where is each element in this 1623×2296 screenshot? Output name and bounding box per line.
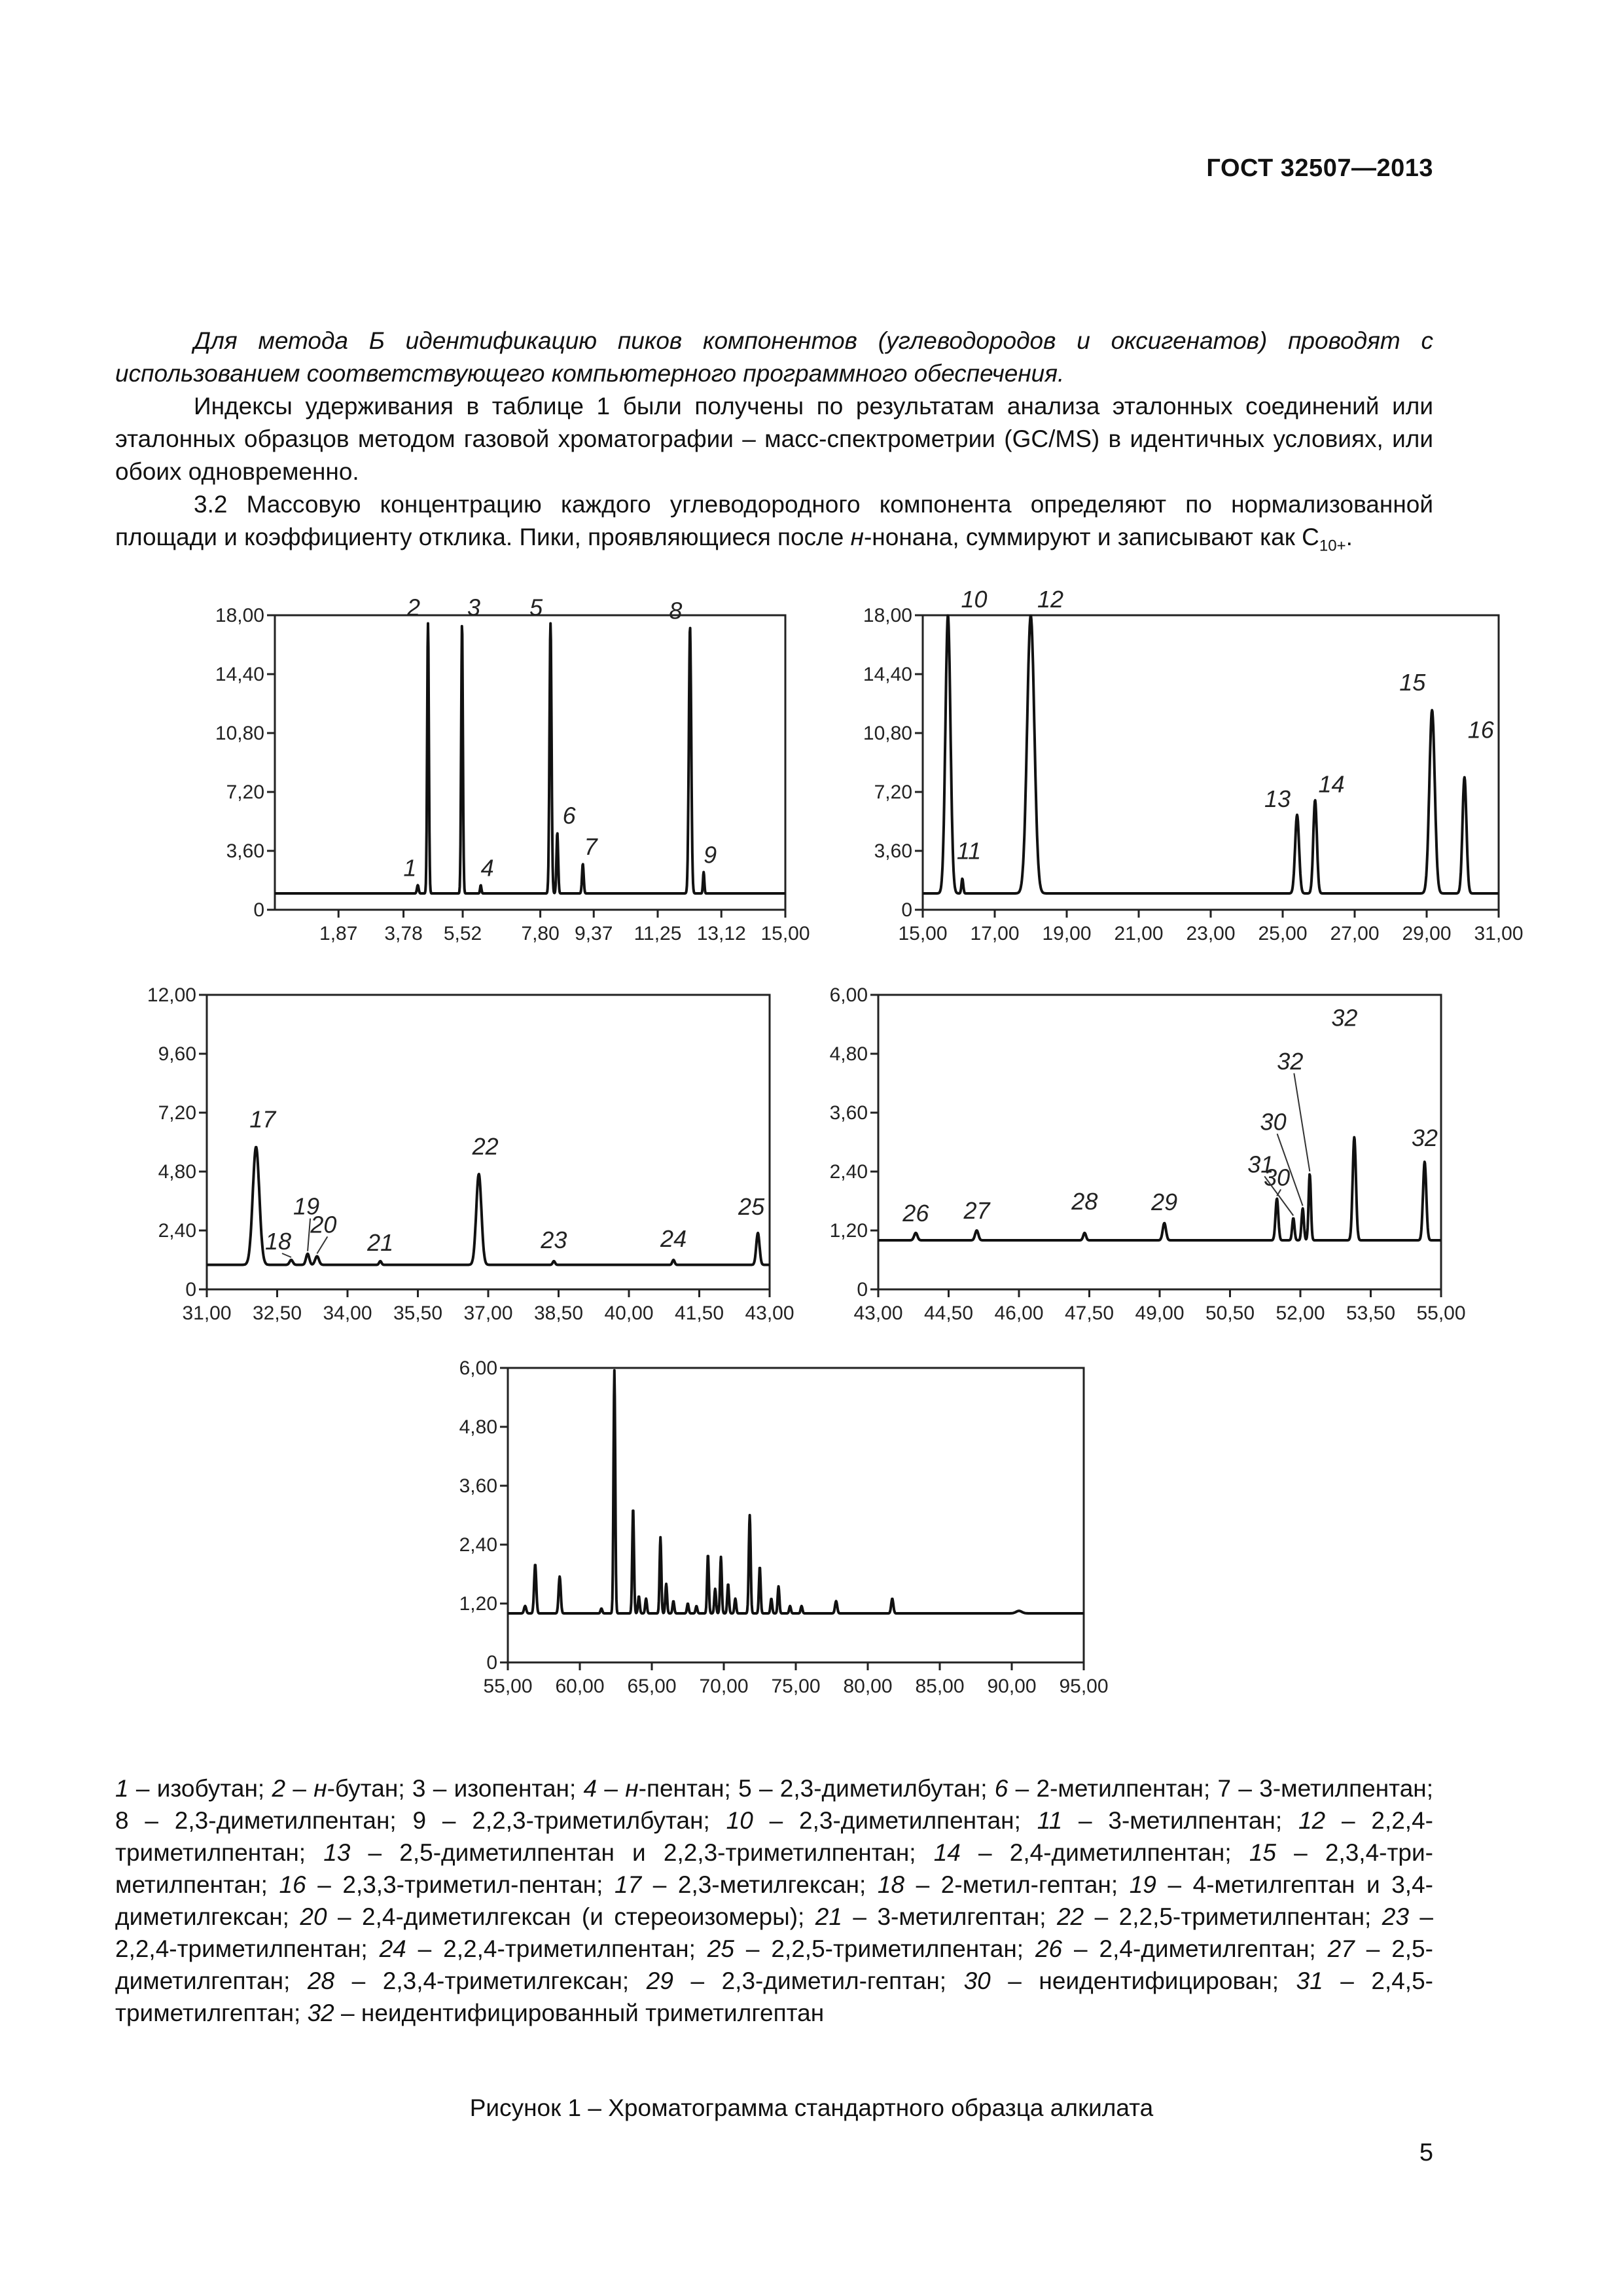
y-tick-label: 4,80 bbox=[829, 1043, 868, 1065]
legend-number: 14 bbox=[933, 1839, 961, 1866]
peak-label: 13 bbox=[1264, 785, 1291, 812]
x-tick-label: 11,25 bbox=[633, 923, 682, 944]
chart-svg bbox=[423, 1355, 1116, 1721]
peak-label: 2 bbox=[406, 594, 421, 621]
x-tick-label: 17,00 bbox=[970, 923, 1020, 944]
x-tick-label: 80,00 bbox=[843, 1676, 893, 1697]
legend-number: 27 bbox=[1327, 1935, 1355, 1962]
y-tick-label: 0 bbox=[857, 1279, 868, 1300]
x-tick-label: 55,00 bbox=[483, 1676, 533, 1697]
y-tick-label: 4,80 bbox=[459, 1416, 497, 1438]
x-tick-label: 35,50 bbox=[393, 1302, 443, 1324]
legend-text: – неидентифицированный триметилгептан bbox=[334, 2000, 825, 2026]
x-tick-label: 13,12 bbox=[696, 923, 746, 944]
x-tick-label: 53,50 bbox=[1346, 1302, 1396, 1324]
legend-text: – изобутан; bbox=[128, 1775, 272, 1802]
y-tick-label: 18,00 bbox=[215, 605, 264, 626]
y-tick-label: 6,00 bbox=[459, 1357, 497, 1379]
y-tick-label: 9,60 bbox=[158, 1043, 196, 1065]
legend-text: – 2,3,3-триметил-пентан; bbox=[306, 1871, 615, 1898]
chromatogram-panel-5 bbox=[423, 1355, 1116, 1721]
legend-number: 13 bbox=[323, 1839, 351, 1866]
legend-number: 16 bbox=[279, 1871, 306, 1898]
legend-number: 30 bbox=[963, 1967, 991, 1994]
x-tick-label: 19,00 bbox=[1042, 923, 1092, 944]
y-tick-label: 3,60 bbox=[874, 840, 912, 862]
x-tick-label: 23,00 bbox=[1186, 923, 1236, 944]
legend-number: 15 bbox=[1249, 1839, 1276, 1866]
x-tick-label: 95,00 bbox=[1059, 1676, 1109, 1697]
y-tick-label: 0 bbox=[901, 899, 912, 921]
y-tick-label: 10,80 bbox=[863, 723, 912, 744]
y-tick-label: 1,20 bbox=[459, 1593, 497, 1615]
x-tick-label: 75,00 bbox=[771, 1676, 821, 1697]
x-tick-label: 43,00 bbox=[853, 1302, 903, 1324]
peak-label: 3 bbox=[467, 594, 481, 621]
x-tick-label: 15,00 bbox=[898, 923, 948, 944]
x-tick-label: 70,00 bbox=[699, 1676, 749, 1697]
paragraph-3-2 bbox=[115, 488, 1433, 562]
legend-text: – 2,2,5-триметилпентан; bbox=[1084, 1903, 1382, 1930]
x-tick-label: 29,00 bbox=[1402, 923, 1452, 944]
x-tick-label: 27,00 bbox=[1330, 923, 1380, 944]
chart-svg bbox=[831, 586, 1524, 969]
legend-number: н bbox=[625, 1775, 639, 1802]
x-tick-label: 49,00 bbox=[1135, 1302, 1185, 1324]
peak-label: 23 bbox=[541, 1226, 567, 1253]
legend-number: 11 bbox=[1037, 1807, 1063, 1834]
legend-text: – 2,5-диметилпентан и 2,2,3-триметилпентан; bbox=[350, 1839, 934, 1866]
x-tick-label: 43,00 bbox=[745, 1302, 794, 1324]
p3-mid: -нонана, суммируют и записывают как C bbox=[863, 524, 1319, 550]
p3-italic: н bbox=[850, 524, 864, 550]
y-tick-label: 3,60 bbox=[459, 1475, 497, 1497]
y-tick-label: 0 bbox=[486, 1652, 497, 1674]
body-text bbox=[115, 325, 1433, 562]
legend-number: 1 bbox=[115, 1775, 129, 1802]
legend-text: – 2,2,5-триметилпентан; bbox=[734, 1935, 1035, 1962]
peak-label: 29 bbox=[1151, 1188, 1178, 1215]
legend-number: 18 bbox=[877, 1871, 905, 1898]
legend-text: – 2,3-метилгексан; bbox=[641, 1871, 878, 1898]
y-tick-label: 2,40 bbox=[459, 1534, 497, 1556]
y-tick-label: 7,20 bbox=[158, 1102, 196, 1124]
p3-pre: 3.2 Массовую концентрацию каждого углеводородного компонента определяют по нормализованной площади и коэффициенту отклика. Пики, проявляющиеся после bbox=[115, 491, 1433, 550]
x-tick-label: 31,00 bbox=[1474, 923, 1524, 944]
y-tick-label: 2,40 bbox=[158, 1220, 196, 1242]
x-tick-label: 55,00 bbox=[1416, 1302, 1466, 1324]
peak-label: 30 bbox=[1260, 1108, 1287, 1136]
p3-sub: 10+ bbox=[1319, 537, 1346, 555]
legend-number: 6 bbox=[994, 1775, 1008, 1802]
p3-post: . bbox=[1346, 524, 1353, 550]
legend-text: – 2,4-диметилгептан; bbox=[1062, 1935, 1328, 1962]
x-tick-label: 40,00 bbox=[604, 1302, 654, 1324]
x-tick-label: 85,00 bbox=[915, 1676, 965, 1697]
legend-text: -бутан; 3 – изопентан; bbox=[327, 1775, 584, 1802]
legend-text: – 2,3,4-триметилгексан; bbox=[334, 1967, 647, 1994]
plot-frame bbox=[923, 615, 1499, 910]
x-tick-label: 15,00 bbox=[760, 923, 810, 944]
y-tick-label: 3,60 bbox=[829, 1102, 868, 1124]
legend-number: 17 bbox=[614, 1871, 642, 1898]
legend-text: – 4-метилгептан и 3,4-диметилгексан; bbox=[115, 1871, 1433, 1930]
chromatogram-trace bbox=[508, 1371, 1084, 1613]
legend-text: -пентан; 5 – 2,3-диметилбутан; bbox=[638, 1775, 995, 1802]
x-tick-label: 90,00 bbox=[987, 1676, 1037, 1697]
x-tick-label: 44,50 bbox=[923, 1302, 974, 1324]
peak-label: 12 bbox=[1037, 586, 1064, 613]
peak-label: 5 bbox=[529, 594, 543, 621]
x-tick-label: 1,87 bbox=[319, 923, 358, 944]
x-tick-label: 9,37 bbox=[575, 923, 613, 944]
peak-label: 31 bbox=[1247, 1151, 1274, 1178]
peak-label: 6 bbox=[562, 802, 576, 829]
peak-label: 18 bbox=[264, 1228, 292, 1255]
x-tick-label: 5,52 bbox=[443, 923, 482, 944]
plot-frame bbox=[508, 1368, 1084, 1662]
legend-text: – неидентифицирован; bbox=[990, 1967, 1296, 1994]
peak-label: 16 bbox=[1467, 716, 1494, 744]
legend-number: 2 bbox=[272, 1775, 286, 1802]
peak-label: 25 bbox=[738, 1193, 765, 1220]
x-tick-label: 47,50 bbox=[1064, 1302, 1115, 1324]
peak-leader-line bbox=[317, 1236, 327, 1253]
peak-label: 11 bbox=[956, 837, 982, 865]
y-tick-label: 7,20 bbox=[874, 781, 912, 803]
y-tick-label: 4,80 bbox=[158, 1161, 196, 1183]
legend-text: – 2,4-диметилгексан (и стереоизомеры); bbox=[327, 1903, 815, 1930]
y-tick-label: 3,60 bbox=[226, 840, 264, 862]
legend-number: 26 bbox=[1035, 1935, 1063, 1962]
legend-text: – 2-метил-гептан; bbox=[904, 1871, 1130, 1898]
legend-text: – 3-метилгептан; bbox=[842, 1903, 1057, 1930]
legend-text: – 2-метилпентан; 7 – 3-метилпентан; 8 – 2,3-диметилпентан; 9 – 2,2,3-триметилбутан; bbox=[115, 1775, 1433, 1834]
x-tick-label: 21,00 bbox=[1114, 923, 1164, 944]
x-tick-label: 41,50 bbox=[674, 1302, 724, 1324]
figure-legend bbox=[115, 1772, 1433, 2029]
chart-svg bbox=[190, 594, 810, 969]
peak-label: 1 bbox=[403, 854, 417, 882]
page-number: 5 bbox=[1419, 2139, 1433, 2166]
legend-text: – 2,3,4-три-метилпентан; bbox=[115, 1839, 1434, 1898]
chromatogram-panel-3 bbox=[128, 982, 794, 1348]
legend-number: 28 bbox=[307, 1967, 335, 1994]
y-tick-label: 1,20 bbox=[829, 1220, 868, 1242]
document-header-id: ГОСТ 32507—2013 bbox=[1206, 154, 1433, 182]
legend-number: 19 bbox=[1129, 1871, 1156, 1898]
legend-text: – bbox=[597, 1775, 626, 1802]
peak-label: 28 bbox=[1071, 1187, 1098, 1215]
legend-number: 21 bbox=[815, 1903, 842, 1930]
x-tick-label: 46,00 bbox=[994, 1302, 1044, 1324]
figure-caption: Рисунок 1 – Хроматограмма стандартного образца алкилата bbox=[469, 2094, 1154, 2121]
peak-leader-line bbox=[1294, 1073, 1310, 1172]
y-tick-label: 14,40 bbox=[863, 664, 912, 685]
legend-number: 24 bbox=[379, 1935, 406, 1962]
x-tick-label: 50,50 bbox=[1205, 1302, 1255, 1324]
peak-label: 19 bbox=[293, 1193, 320, 1220]
peak-label: 4 bbox=[480, 854, 494, 882]
peak-label: 32 bbox=[1277, 1047, 1304, 1075]
chromatogram-panel-4 bbox=[793, 982, 1466, 1348]
peak-label: 27 bbox=[963, 1197, 990, 1224]
peak-label: 32 bbox=[1331, 1004, 1358, 1031]
y-tick-label: 14,40 bbox=[215, 664, 264, 685]
x-tick-label: 65,00 bbox=[627, 1676, 677, 1697]
x-tick-label: 37,00 bbox=[463, 1302, 513, 1324]
legend-text: – bbox=[285, 1775, 314, 1802]
x-tick-label: 34,00 bbox=[323, 1302, 372, 1324]
plot-frame bbox=[878, 995, 1441, 1289]
peak-label: 21 bbox=[367, 1229, 394, 1256]
x-tick-label: 52,00 bbox=[1275, 1302, 1325, 1324]
legend-text: – 3-метилпентан; bbox=[1062, 1807, 1298, 1834]
y-tick-label: 2,40 bbox=[829, 1161, 868, 1183]
legend-number: н bbox=[313, 1775, 327, 1802]
x-tick-label: 31,00 bbox=[182, 1302, 232, 1324]
peak-label: 30 bbox=[1264, 1164, 1291, 1191]
peak-label: 20 bbox=[310, 1211, 337, 1238]
legend-number: 32 bbox=[307, 2000, 334, 2026]
legend-text: – 2,5-диметилгептан; bbox=[115, 1935, 1433, 1994]
legend-text: – 2,2,4-триметилпентан; bbox=[115, 1807, 1433, 1866]
legend-number: 4 bbox=[583, 1775, 597, 1802]
legend-number: 20 bbox=[300, 1903, 327, 1930]
peak-label: 8 bbox=[669, 597, 683, 624]
y-tick-label: 18,00 bbox=[863, 605, 912, 626]
legend-text: – 2,4-диметилпентан; bbox=[960, 1839, 1249, 1866]
peak-label: 22 bbox=[472, 1132, 499, 1160]
legend-text: – 2,2,4-триметилпентан; bbox=[406, 1935, 707, 1962]
chromatogram-panel-2 bbox=[831, 586, 1524, 969]
x-tick-label: 3,78 bbox=[384, 923, 423, 944]
x-tick-label: 60,00 bbox=[555, 1676, 605, 1697]
legend-number: 22 bbox=[1056, 1903, 1084, 1930]
chromatogram-panel-1 bbox=[190, 594, 810, 969]
chart-svg bbox=[793, 982, 1466, 1348]
chromatogram-trace bbox=[923, 615, 1499, 893]
peak-label: 9 bbox=[704, 841, 717, 869]
x-tick-label: 38,50 bbox=[533, 1302, 584, 1324]
y-tick-label: 12,00 bbox=[147, 984, 196, 1006]
y-tick-label: 0 bbox=[253, 899, 264, 921]
peak-label: 10 bbox=[961, 586, 988, 613]
legend-number: 29 bbox=[646, 1967, 673, 1994]
y-tick-label: 6,00 bbox=[829, 984, 868, 1006]
legend-number: 23 bbox=[1382, 1903, 1409, 1930]
y-tick-label: 7,20 bbox=[226, 781, 264, 803]
peak-label: 26 bbox=[902, 1199, 929, 1227]
legend-text: – 2,3-диметилпентан; bbox=[753, 1807, 1037, 1834]
legend-number: 10 bbox=[726, 1807, 753, 1834]
legend-text: – 2,2,4-триметилпентан; bbox=[115, 1903, 1433, 1962]
legend-number: 31 bbox=[1296, 1967, 1323, 1994]
legend-number: 12 bbox=[1298, 1807, 1326, 1834]
peak-label: 17 bbox=[249, 1105, 276, 1133]
legend-text: – 2,4,5-триметилгептан; bbox=[115, 1967, 1433, 2026]
peak-label: 24 bbox=[660, 1225, 687, 1252]
x-tick-label: 32,50 bbox=[252, 1302, 302, 1324]
peak-label: 15 bbox=[1399, 669, 1426, 696]
x-tick-label: 7,80 bbox=[521, 923, 560, 944]
y-tick-label: 0 bbox=[185, 1279, 196, 1300]
paragraph-retention-indices: Индексы удерживания в таблице 1 были получены по результатам анализа эталонных соединений или эталонных образцов методом газовой хроматографии – масс-спектрометрии (GC/MS) в идентичных условиях, или обоих одновременно. bbox=[115, 393, 1433, 485]
peak-label: 14 bbox=[1318, 770, 1345, 798]
peak-label: 32 bbox=[1411, 1124, 1438, 1151]
chart-svg bbox=[128, 982, 794, 1348]
legend-text: – 2,3-диметил-гептан; bbox=[673, 1967, 964, 1994]
paragraph-method-b: Для метода Б идентификацию пиков компонентов (углеводородов и оксигенатов) проводят с использованием соответствующего компьютерного программного обеспечения. bbox=[115, 327, 1433, 387]
peak-label: 7 bbox=[584, 833, 597, 860]
legend-number: 25 bbox=[707, 1935, 734, 1962]
y-tick-label: 10,80 bbox=[215, 723, 264, 744]
x-tick-label: 25,00 bbox=[1258, 923, 1308, 944]
